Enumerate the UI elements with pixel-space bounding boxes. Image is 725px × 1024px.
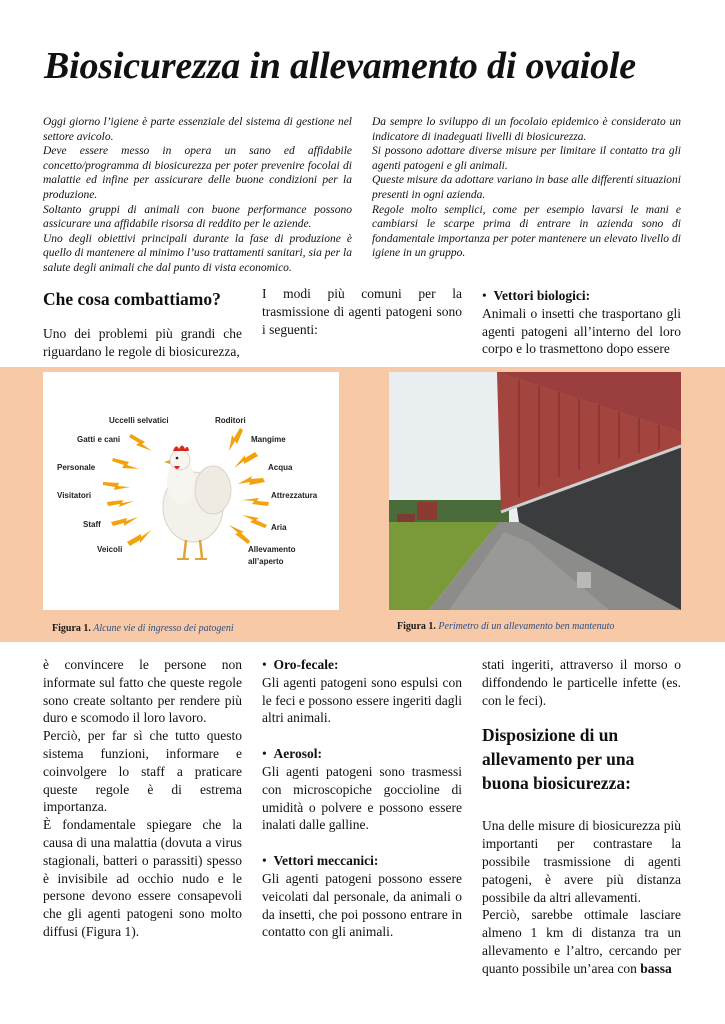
bolt-icon — [112, 458, 139, 469]
intro-left-p4: Uno degli obiettivi principali durante la fase di produzione è quello di mantenere al minimo l’uso trattamenti sanitari, sia per la salute degli animali che dal punto di vista economico. — [43, 232, 352, 274]
section2-p2-bold: bassa — [640, 960, 672, 976]
caption-left-text: Alcune vie di ingresso dei patogeni — [90, 623, 234, 634]
bolt-icon — [242, 515, 267, 528]
caption-right-prefix: Figura 1. — [397, 621, 436, 632]
caption-right — [397, 621, 614, 632]
chicken-illustration — [163, 446, 231, 560]
figure-pathogen-routes — [43, 372, 339, 610]
bullet-dot: • — [262, 853, 274, 869]
label-uccelli: Uccelli selvatici — [109, 416, 169, 425]
bolt-icon — [103, 482, 130, 490]
oro-fecale-title: Oro-fecale: — [273, 657, 339, 672]
label-gatti: Gatti e cani — [77, 435, 121, 444]
section1-p2: Perciò, per far sì che tutto questo sistema funzioni, informare e coinvolgere lo staff a praticare queste regole è di estrema importanza. — [43, 728, 242, 815]
biologici-text: Animali o insetti che trasportano gli agenti patogeni all’interno del loro corpo e lo trasmettono dopo essere — [482, 305, 681, 357]
intro-right-p1: Da sempre lo sviluppo di un focolaio epidemico è considerato un indicatore di inadeguati livelli di biosicurezza. — [372, 116, 681, 143]
label-allevamento: Allevamento — [248, 545, 296, 554]
bolt-icon — [234, 452, 258, 468]
section2 — [482, 656, 681, 978]
label-visitatori: Visitatori — [57, 491, 92, 500]
bolt-icon — [129, 434, 152, 451]
bolt-icon — [238, 476, 265, 485]
bolt-icon — [111, 517, 138, 526]
section1-text-top: Uno dei problemi più grandi che riguardano le regole di biosicurezza, — [43, 326, 242, 359]
pathogen-routes-diagram — [43, 372, 339, 610]
section1-bottom — [43, 656, 242, 941]
bolt-icon — [107, 500, 134, 507]
page-title: Biosicurezza in allevamento di ovaiole — [44, 45, 636, 87]
caption-left-prefix: Figura 1. — [52, 623, 91, 634]
farm-photo — [389, 372, 681, 610]
middle-top — [262, 285, 462, 338]
intro-left-p3: Soltanto gruppi di animali con buone performance possono assicurare una affidabile risorsa di reddito per le aziende. — [43, 203, 352, 231]
section2-heading: Disposizione di un allevamento per una buona biosicurezza: — [482, 725, 635, 794]
section1-top — [43, 287, 242, 361]
bolt-icon — [127, 530, 151, 546]
aerosol-text: Gli agenti patogeni sono trasmessi con microscopiche goccioline di umidità o polvere e possono essere inalati dalle galline. — [262, 763, 462, 833]
meccanici-text: Gli agenti patogeni possono essere veicolati dal personale, da animali o da insetti, che poi possono entrare in contatto con gli animali. — [262, 870, 462, 940]
meccanici-title: Vettori meccanici: — [273, 853, 379, 869]
oro-fecale-text: Gli agenti patogeni sono espulsi con le feci e possono essere ingeriti dagli altri animali. — [262, 674, 462, 726]
middle-top-text: I modi più comuni per la trasmissione di agenti patogeni sono i seguenti: — [262, 286, 462, 337]
bolt-icon — [229, 428, 243, 451]
intro-right-p2: Si possono adottare diverse misure per limitare il contatto tra gli agenti patogeni e gli animali. — [372, 145, 681, 172]
caption-right-text: Perimetro di un allevamento ben mantenuto — [435, 621, 615, 632]
aerosol-title: Aerosol: — [273, 746, 322, 762]
intro-left-p2: Deve essere messo in opera un sano ed affidabile concetto/programma di biosicurezza per poter prevenire focolai di malattie ed infine per assicurare delle buone condizioni per la produzione. — [43, 145, 352, 201]
bullet-biologici — [482, 287, 681, 358]
intro-left — [43, 115, 352, 276]
label-mangime: Mangime — [251, 435, 286, 444]
label-veicoli: Veicoli — [97, 545, 123, 554]
bullets-middle — [262, 656, 462, 941]
biologici-title: Vettori biologici: — [493, 288, 591, 303]
bullet-dot: • — [262, 657, 274, 672]
bullet-dot: • — [482, 288, 494, 303]
intro-left-p1: Oggi giorno l’igiene è parte essenziale del sistema di gestione nel settore avicolo. — [43, 116, 352, 143]
label-staff: Staff — [83, 520, 101, 529]
section2-p2: Perciò, sarebbe ottimale lasciare almeno 1 km di distanza tra un allevamento e l’altro, cercando per quanto possibile un’area con — [482, 907, 681, 976]
label-acqua: Acqua — [268, 463, 293, 472]
label-personale: Personale — [57, 463, 96, 472]
label-roditori: Roditori — [215, 416, 246, 425]
bolt-icon — [242, 498, 269, 506]
intro-right — [372, 115, 681, 261]
intro-right-p3: Queste misure da adottare variano in base alle differenti situazioni presenti in ogni azienda. — [372, 174, 681, 201]
figure-farm-perimeter — [389, 372, 681, 610]
label-attrezzatura: Attrezzatura — [271, 491, 318, 500]
label-aperto: all’aperto — [248, 557, 284, 566]
section2-p1: Una delle misure di biosicurezza più importanti per contrastare la possibile trasmissione di agenti patogeni, è avere più distanza possibile da altri allevamenti. — [482, 818, 681, 905]
caption-left — [52, 623, 234, 634]
section1-p3: È fondamentale spiegare che la causa di una malattia (dovuta a virus stagionali, batteri o parassiti) spesso è invisibile ad occhio nudo e le persone devono essere consapevoli che gli agenti patogeni sono molto diffusi (Figura 1). — [43, 817, 242, 939]
section1-p1: è convincere le persone non informate sul fatto che queste regole sono create soltanto per rendere più duro e scomodo il loro lavoro. — [43, 657, 242, 726]
intro-right-p4: Regole molto semplici, come per esempio lavarsi le mani e cambiarsi le scarpe prima di entrare in azienda sono di fondamentale importanza per poter mantenere un elevato livello di igiene in un gruppo. — [372, 203, 681, 260]
label-aria: Aria — [271, 523, 287, 532]
bullet-dot: • — [262, 746, 274, 762]
biologici-cont: stati ingeriti, attraverso il morso o diffondendo le particelle infette (es. con le feci). — [482, 657, 681, 708]
bolt-icon — [229, 525, 250, 544]
section1-heading: Che cosa combattiamo? — [43, 289, 221, 309]
